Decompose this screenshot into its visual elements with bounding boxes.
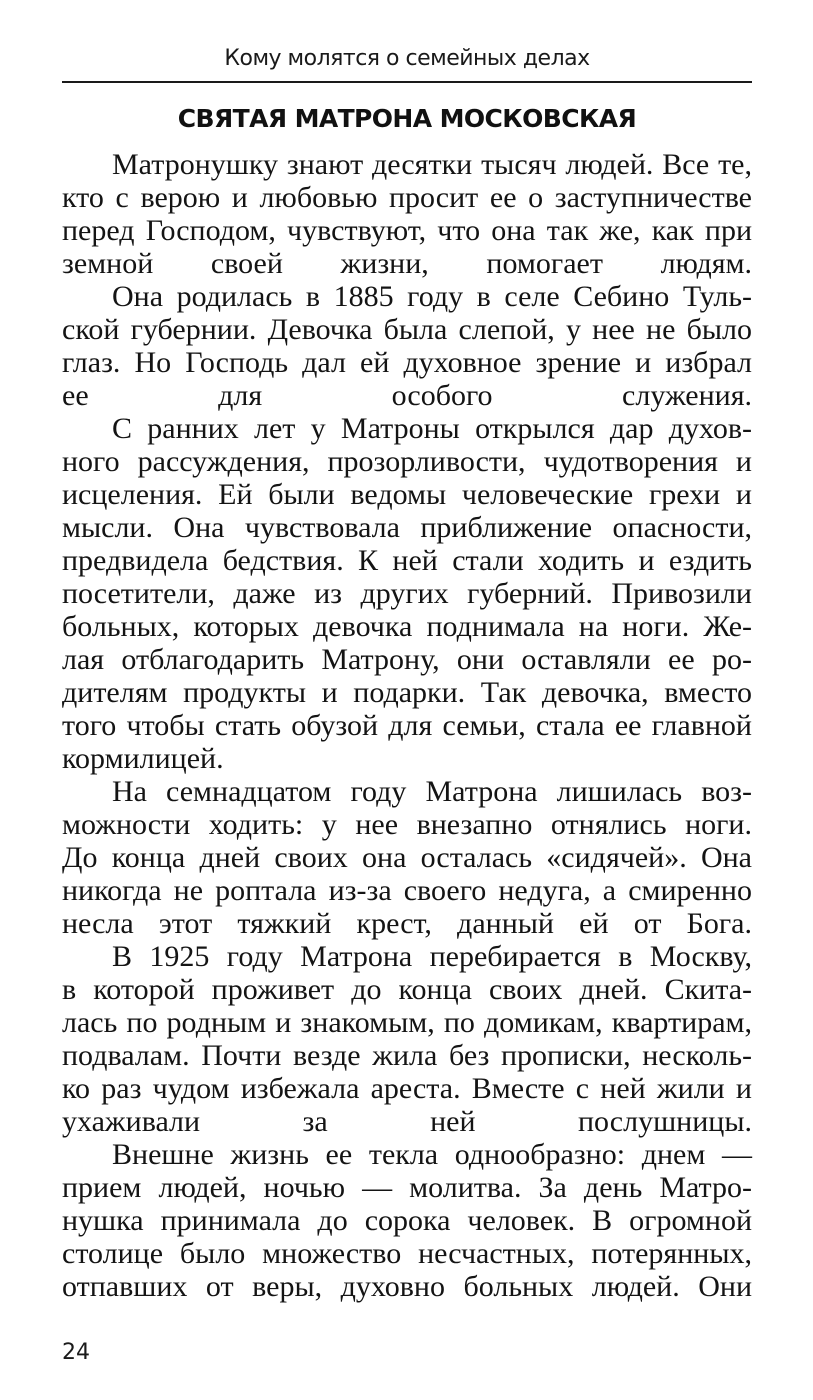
body-text (62, 148, 752, 1303)
text-line: никогда не роптала из-за своего недуга, а смиренно (62, 874, 752, 907)
text-line: ухаживали за ней послушницы. (62, 1105, 752, 1138)
chapter-title: СВЯТАЯ МАТРОНА МОСКОВСКАЯ (177, 104, 637, 133)
text-line: земной своей жизни, помогает людям. (62, 247, 752, 280)
text-line: С ранних лет у Матроны открылся дар духов- (112, 412, 752, 445)
text-line: посетители, даже из других губерний. Привозили (62, 577, 752, 610)
text-line: кормилицей. (62, 742, 224, 775)
text-line: На семнадцатом году Матрона лишилась воз- (112, 775, 752, 808)
paragraph (62, 1138, 752, 1303)
text-line: перед Господом, чувствуют, что она так же, как при (62, 214, 752, 247)
text-line: мысли. Она чувствовала приближение опасности, (62, 511, 752, 544)
paragraph (62, 148, 752, 280)
page-number: 24 (62, 1340, 90, 1365)
text-line: В 1925 году Матрона перебирается в Москву, (112, 940, 752, 973)
text-line: несла этот тяжкий крест, данный ей от Бога. (62, 907, 752, 940)
paragraph (62, 775, 752, 940)
text-line: в которой проживет до конца своих дней. Скита- (62, 973, 752, 1006)
text-line: нушка принимала до сорока человек. В огромной (62, 1204, 752, 1237)
text-line: ного рассуждения, прозорливости, чудотворения и (62, 445, 752, 478)
paragraph (62, 280, 752, 412)
text-line: Матронушку знают десятки тысяч людей. Все те, (112, 148, 752, 181)
text-line: ее для особого служения. (62, 379, 752, 412)
text-line: Внешне жизнь ее текла однообразно: днем — (112, 1138, 752, 1171)
text-line: отпавших от веры, духовно больных людей. Они (62, 1270, 752, 1303)
text-line: кто с верою и любовью просит ее о заступничестве (62, 181, 752, 214)
text-line: ской губернии. Девочка была слепой, у нее не было (62, 313, 752, 346)
text-line: подвалам. Почти везде жила без прописки, несколь- (62, 1039, 752, 1072)
text-line: глаз. Но Господь дал ей духовное зрение и избрал (62, 346, 752, 379)
text-line: можности ходить: у нее внезапно отнялись ноги. (62, 808, 752, 841)
text-line: лась по родным и знакомым, по домикам, квартирам, (62, 1006, 752, 1039)
text-line: лая отблагодарить Матрону, они оставляли ее ро- (62, 643, 752, 676)
text-line: столице было множество несчастных, потерянных, (62, 1237, 752, 1270)
text-line: До конца дней своих она осталась «сидячей». Она (62, 841, 752, 874)
paragraph (62, 412, 752, 775)
text-line: Она родилась в 1885 году в селе Себино Туль- (112, 280, 752, 313)
text-line: прием людей, ночью — молитва. За день Матро- (62, 1171, 752, 1204)
text-line: ко раз чудом избежала ареста. Вместе с ней жили и (62, 1072, 752, 1105)
running-head: Кому молятся о семейных делах (224, 46, 590, 71)
text-line: того чтобы стать обузой для семьи, стала ее главной (62, 709, 752, 742)
text-line: исцеления. Ей были ведомы человеческие грехи и (62, 478, 752, 511)
text-line: дителям продукты и подарки. Так девочка, вместо (62, 676, 752, 709)
text-line: больных, которых девочка поднимала на ноги. Же- (62, 610, 752, 643)
paragraph (62, 940, 752, 1138)
text-line: предвидела бедствия. К ней стали ходить и ездить (62, 544, 752, 577)
header-rule (62, 81, 752, 83)
